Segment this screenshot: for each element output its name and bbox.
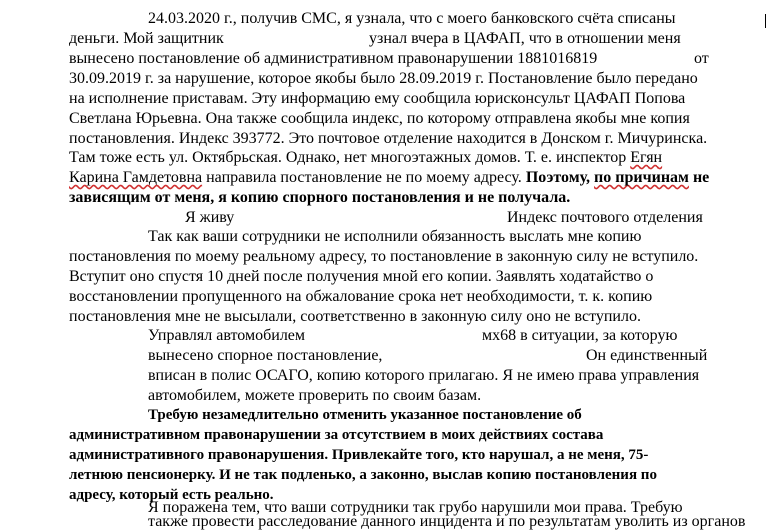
para5-line5: адресу, который есть реально.	[69, 487, 274, 503]
para1-line5: на исполнение приставам. Эту информацию ему сообщила юрисконсульт ЦАФАП Попова	[69, 90, 686, 107]
para3-line1: Так как ваши сотрудники не исполнили обязанность выслать мне копию	[148, 228, 642, 245]
para1-line4: 30.09.2019 г. за нарушение, которое якобы было 28.09.2019 г. Постановление было передано	[69, 70, 698, 87]
para1-line10: зависящим от меня, я копию спорного постановления и не получала.	[69, 189, 571, 206]
para4-line2a: вынесено спорное постановление,	[148, 347, 383, 364]
para1-line2: деньги. Мой защитник	[69, 30, 224, 47]
para4-line2b: Он единственный	[586, 347, 708, 364]
para4-line4: автомобилем, можете проверить по своим базам.	[148, 387, 482, 404]
para5-line4: летнюю пенсионерку. И не так подленько, а законно, выслав копию постановления по	[69, 467, 657, 483]
text-cursor	[765, 14, 766, 28]
para3-line3: Вступит оно спустя 10 дней после получения мной его копии. Заявлять ходатайство о	[69, 268, 654, 285]
para1-line9: Карина Гамдетовна направила постановление не по моему адресу. Поэтому, по причинам не	[69, 169, 710, 186]
para1-line7: постановления. Индекс 393772. Это почтовое отделение находится в Донском г. Мичуринска.	[69, 130, 708, 147]
para1-line3: вынесено постановление об административном правонарушении 1881016819	[69, 50, 598, 67]
para1-line8: Там тоже есть ул. Октябрьская. Однако, нет многоэтажных домов. Т. е. инспектор Егян	[69, 149, 663, 166]
para2-line1a: Я живу	[185, 209, 235, 226]
name-surname: Егян	[630, 149, 663, 166]
para4-line1b: мх68 в ситуации, за которую	[482, 327, 678, 344]
para6-line2: также провести расследование данного инцидента и по результатам уволить из органов	[148, 513, 746, 530]
para3-line2: постановления по моему реальному адресу, то постановление в законную силу не вступило.	[69, 248, 699, 265]
para5-line2: административном правонарушении за отсутствием в моих действиях состава	[69, 427, 604, 443]
name-given: Карина Гамдетовна	[69, 169, 203, 186]
para4-line1a: Управлял автомобилем	[148, 327, 306, 344]
para4-line3: вписан в полис ОСАГО, копию которого прилагаю. Я не имею права управления	[148, 367, 700, 384]
para2-line1b: Индекс почтового отделения	[507, 209, 703, 226]
para6-line1: Я поражена тем, что ваши сотрудники так грубо нарушили мои права. Требую	[148, 499, 683, 516]
para3-line4: восстановлении пропущенного на обжалование срока нет необходимости, т. к. копию	[69, 288, 653, 305]
para1-line3b: от	[694, 50, 709, 67]
para1-line1: 24.03.2020 г., получив СМС, я узнала, что с моего банковского счёта списаны	[148, 10, 676, 27]
para5-line1: Требую незамедлительно отменить указанное постановление об	[148, 407, 582, 423]
para3-line5: постановления мне не высылали, соответственно в законную силу оно не вступило.	[69, 308, 641, 325]
para1-line6: Светлана Юрьевна. Она также сообщила индекс, по которому отправлена якобы мне копия	[69, 110, 690, 127]
para1-line2b: узнал вчера в ЦАФАП, что в отношении меня	[369, 30, 681, 47]
para5-line3: административного правонарушения. Привлекайте того, кто нарушал, а не меня, 75-	[69, 447, 649, 463]
